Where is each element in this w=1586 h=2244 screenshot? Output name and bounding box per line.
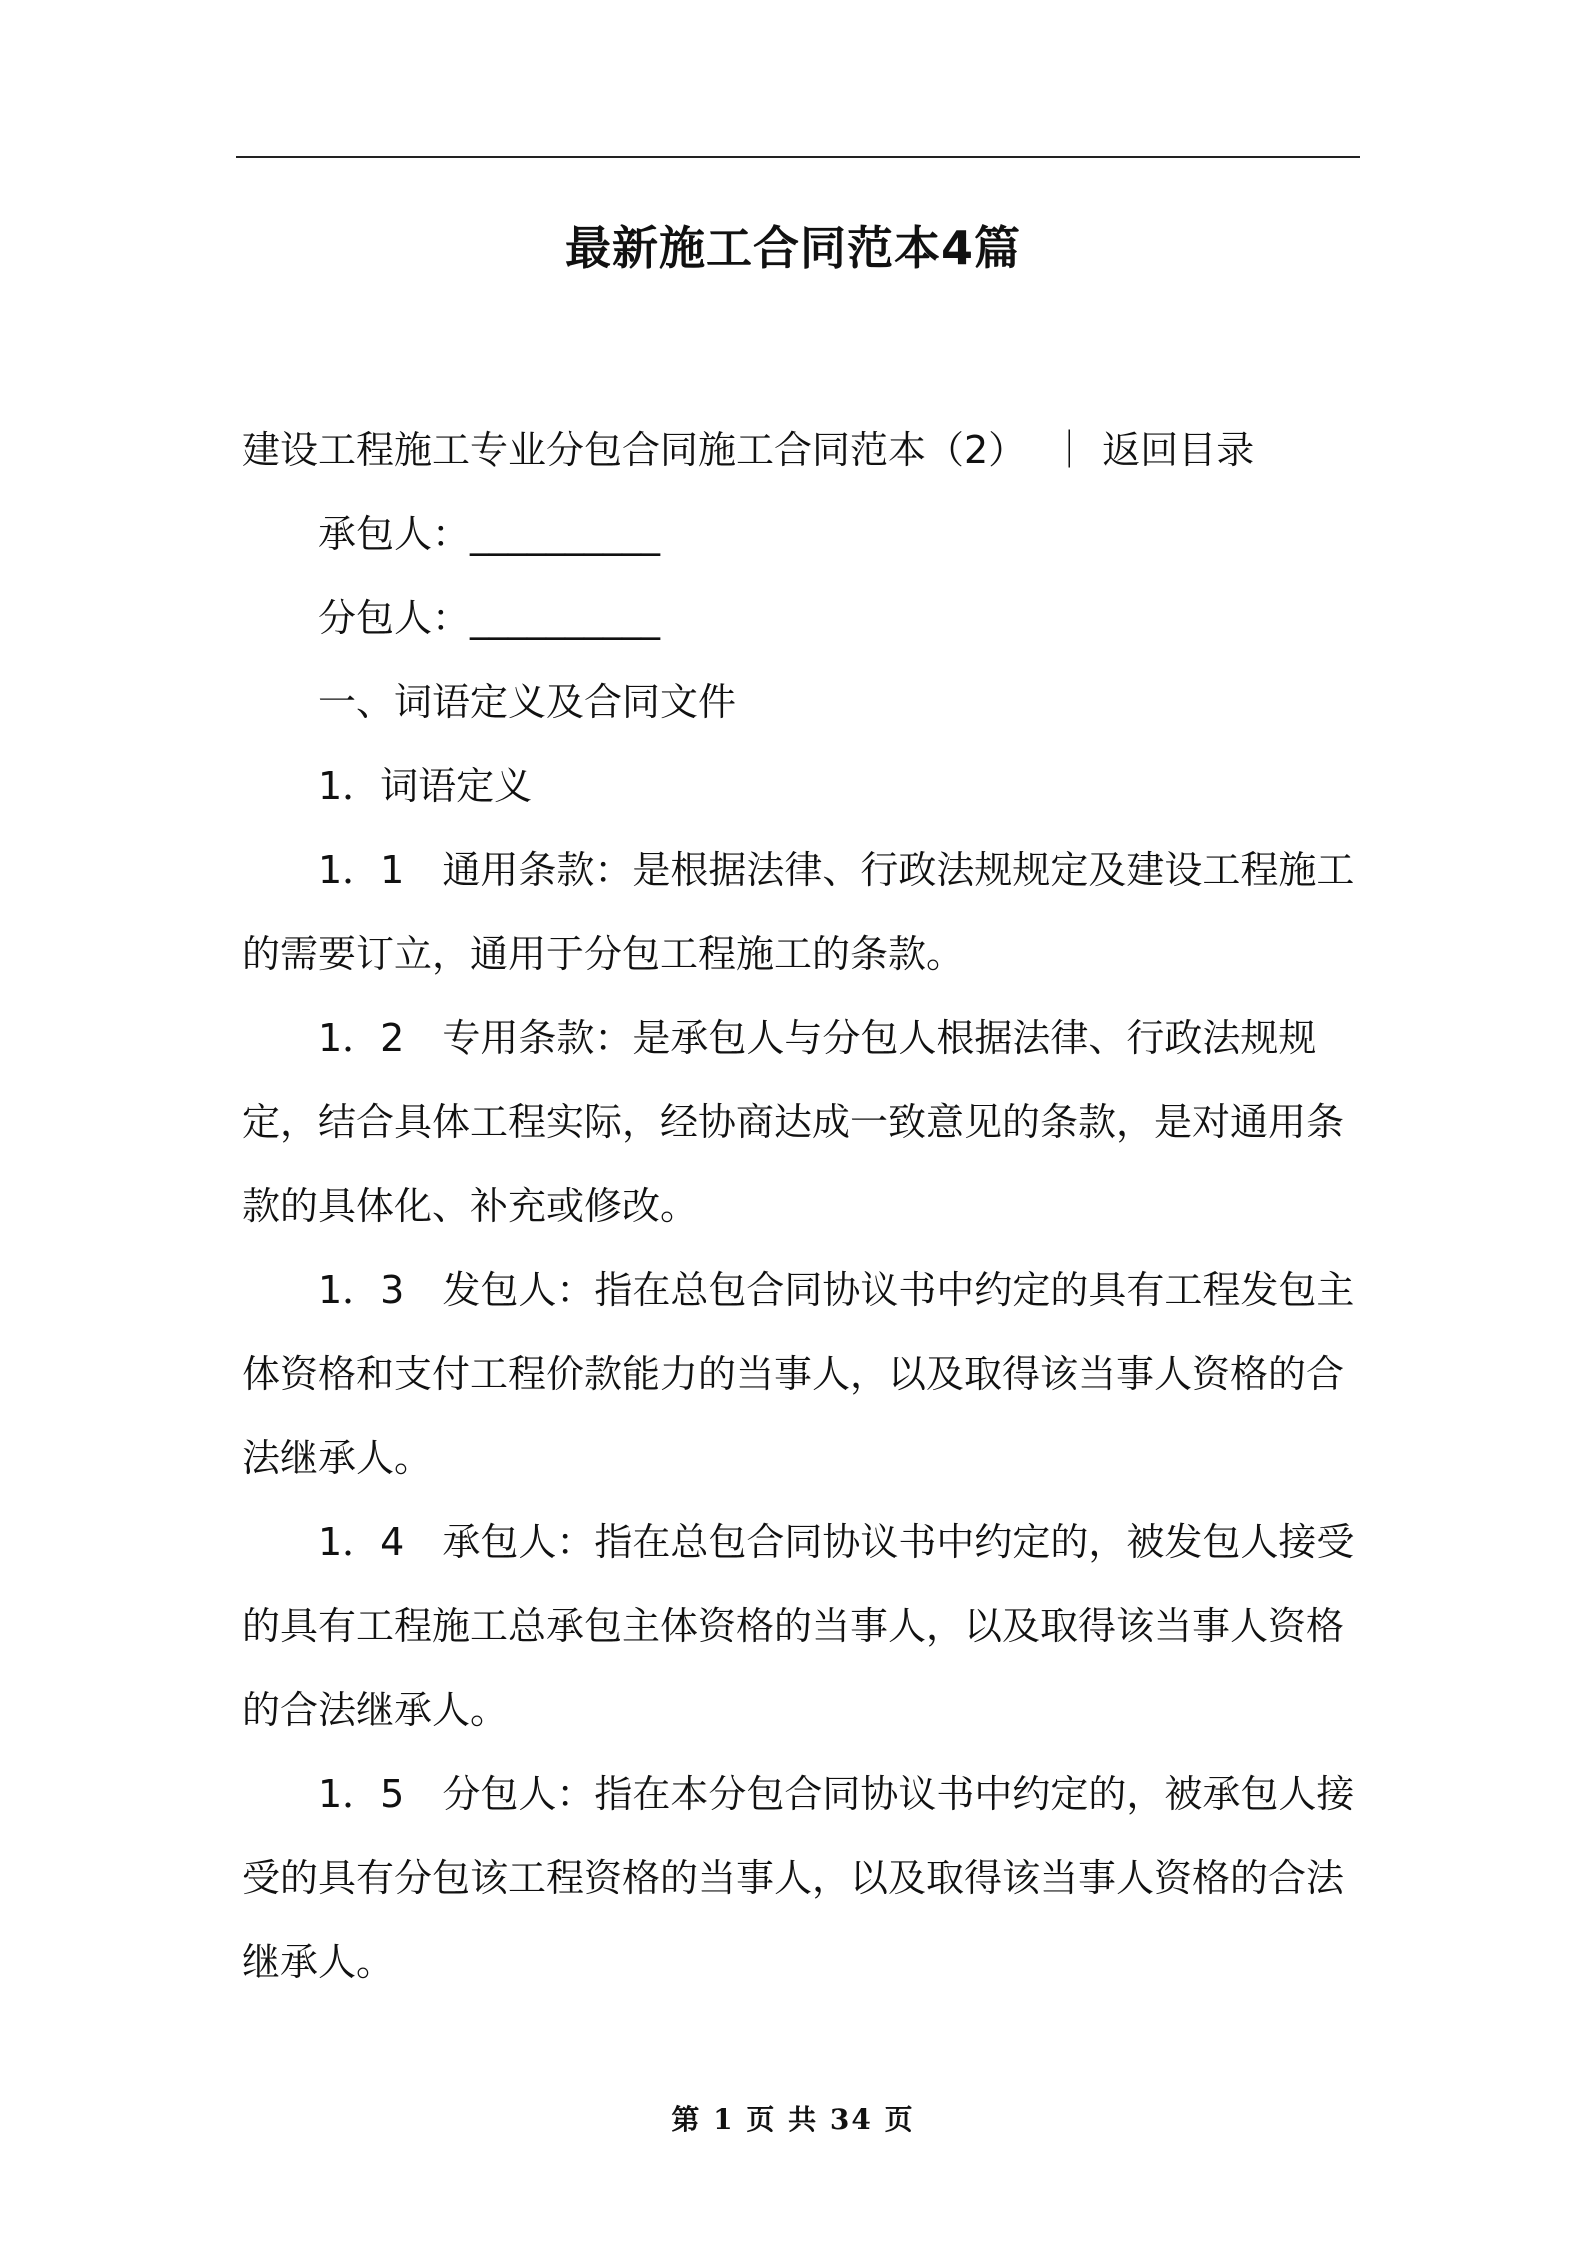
section-heading xyxy=(242,408,1358,492)
clause-1-5: 1．5 分包人：指在本分包合同协议书中约定的，被承包人接受的具有分包该工程资格的当事人，以及取得该当事人资格的合法继承人。 xyxy=(242,1772,1355,1984)
section-separator: ｜ xyxy=(1050,428,1089,472)
page-footer: 第 1 页 共 34 页 xyxy=(671,2103,915,2136)
subsection-heading: 1．词语定义 xyxy=(318,764,533,808)
back-to-toc-link[interactable]: 返回目录 xyxy=(1102,428,1255,472)
clause-1-3: 1．3 发包人：指在总包合同协议书中约定的具有工程发包主体资格和支付工程价款能力的当事人，以及取得该当事人资格的合法继承人。 xyxy=(242,1268,1355,1480)
contractor-line: 承包人：__________ xyxy=(318,512,661,556)
clause-1-4: 1．4 承包人：指在总包合同协议书中约定的，被发包人接受的具有工程施工总承包主体资格的当事人，以及取得该当事人资格的合法继承人。 xyxy=(242,1520,1355,1732)
section-heading-text: 建设工程施工专业分包合同施工合同范本（2） xyxy=(242,428,1027,472)
subcontractor-line: 分包人：__________ xyxy=(318,596,661,640)
document-body xyxy=(242,408,1358,2004)
clause-1-2: 1．2 专用条款：是承包人与分包人根据法律、行政法规规定，结合具体工程实际，经协商达成一致意见的条款，是对通用条款的具体化、补充或修改。 xyxy=(242,1016,1345,1228)
chapter-heading: 一、词语定义及合同文件 xyxy=(318,680,737,724)
clause-1-1: 1．1 通用条款：是根据法律、行政法规规定及建设工程施工的需要订立，通用于分包工程施工的条款。 xyxy=(242,848,1355,976)
document-title: 最新施工合同范本4篇 xyxy=(564,221,1021,275)
header-rule xyxy=(236,156,1360,158)
